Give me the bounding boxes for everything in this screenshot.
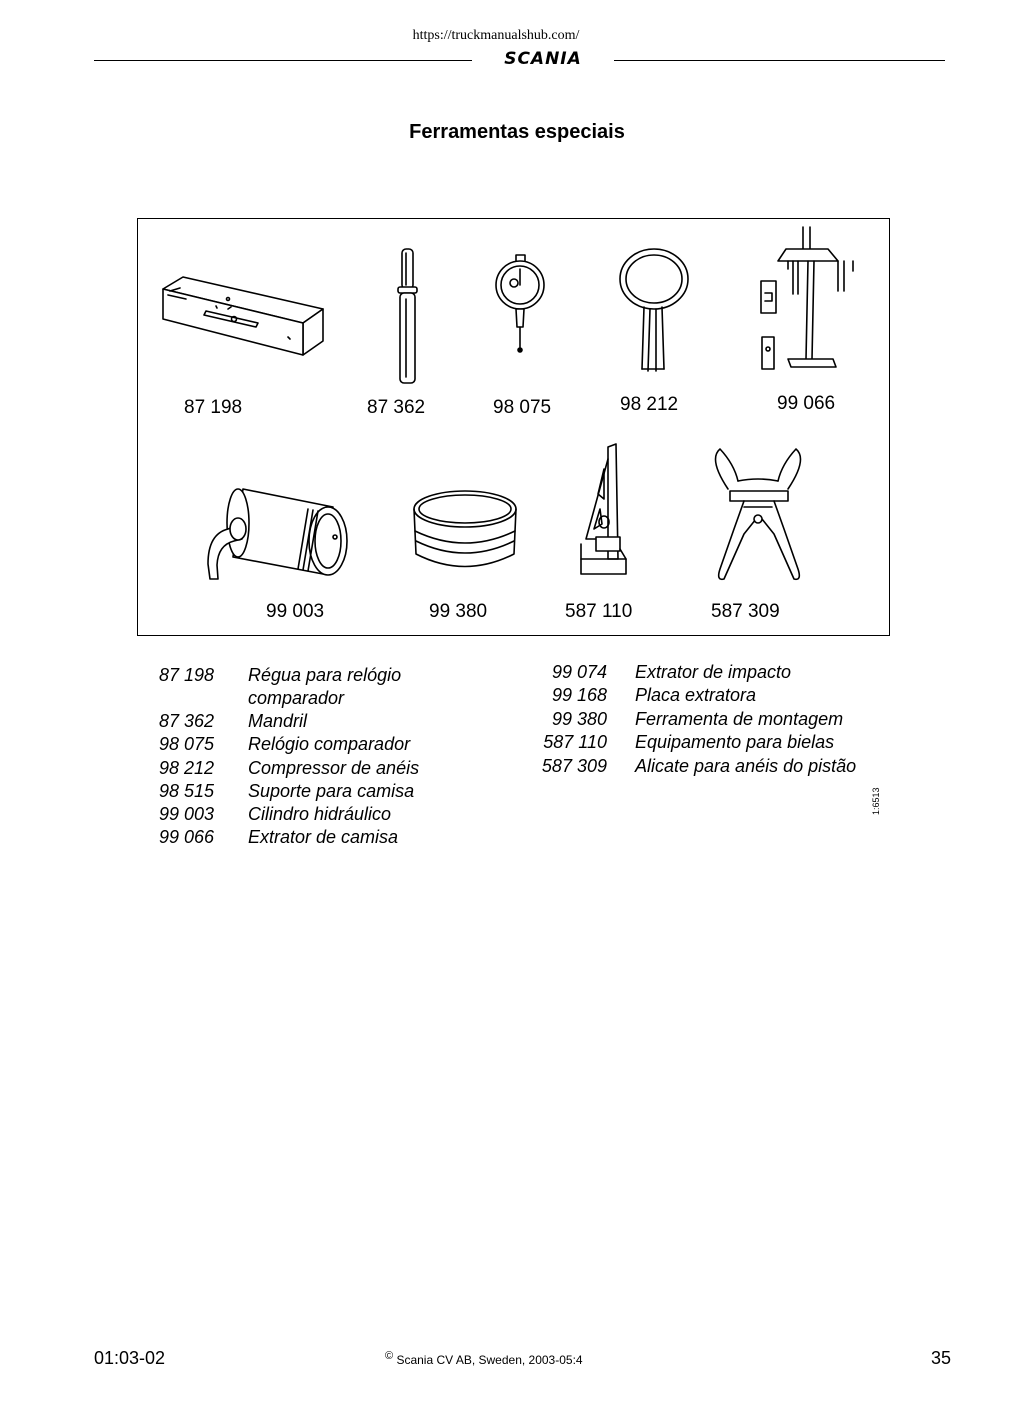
tool-description: Régua para relógio <box>248 665 402 685</box>
tool-number: 87 198 <box>159 665 215 685</box>
tool-description: Extrator de camisa <box>248 827 399 847</box>
figure-label-99380: 99 380 <box>429 601 488 622</box>
tool-number: 99 066 <box>159 827 215 847</box>
tool-number: 99 168 <box>551 685 607 705</box>
tool-description: Placa extratora <box>635 685 757 705</box>
footer-page-number: 35 <box>931 1348 952 1368</box>
header-url[interactable]: https://truckmanualshub.com/ <box>412 28 580 43</box>
tool-description: Mandril <box>248 711 308 731</box>
tool-description: Relógio comparador <box>248 734 411 754</box>
ring-pliers-illustration <box>716 449 801 579</box>
tool-description: Compressor de anéis <box>248 758 420 778</box>
conrod-fixture-illustration <box>581 444 626 574</box>
figure-label-87198: 87 198 <box>184 397 243 418</box>
tool-description-continued: comparador <box>248 688 345 708</box>
mounting-ring-illustration <box>414 491 516 567</box>
figure-label-98075: 98 075 <box>493 397 552 418</box>
tool-number: 587 309 <box>541 756 607 776</box>
figure-code: 1:6513 <box>871 787 881 815</box>
header-rule-right <box>614 60 945 61</box>
tool-number: 99 380 <box>551 709 607 729</box>
tool-number: 87 362 <box>159 711 215 731</box>
page-title: Ferramentas especiais <box>409 121 625 143</box>
tool-description: Ferramenta de montagem <box>635 709 844 729</box>
footer-section-code: 01:03-02 <box>94 1348 166 1368</box>
copyright-symbol: © <box>385 1350 394 1362</box>
figure-label-99066: 99 066 <box>777 393 836 414</box>
tool-number: 98 075 <box>159 734 215 754</box>
copyright-text: Scania CV AB, Sweden, 2003-05:4 <box>396 1353 583 1367</box>
ruler-block-illustration <box>163 277 323 355</box>
tool-number: 98 212 <box>159 758 215 778</box>
tool-description: Alicate para anéis do pistão <box>635 756 857 776</box>
mandrel-illustration <box>398 249 417 383</box>
figure-label-87362: 87 362 <box>367 397 426 418</box>
tool-number: 587 110 <box>543 732 607 752</box>
figure-label-587309: 587 309 <box>711 601 780 622</box>
tool-description: Extrator de impacto <box>635 662 792 682</box>
tool-description: Cilindro hidráulico <box>248 804 392 824</box>
ring-compressor-illustration <box>620 249 688 371</box>
liner-extractor-illustration <box>761 227 853 369</box>
tool-description: Equipamento para bielas <box>635 732 835 752</box>
figure-label-99003: 99 003 <box>266 601 325 622</box>
tool-number: 99 003 <box>159 804 215 824</box>
scania-logo: SCANIA <box>504 49 582 69</box>
figure-label-98212: 98 212 <box>620 394 679 415</box>
dial-gauge-illustration <box>496 255 544 352</box>
tool-description: Suporte para camisa <box>248 781 415 801</box>
figure-label-587110: 587 110 <box>565 601 633 622</box>
tool-number: 99 074 <box>551 662 607 682</box>
footer-copyright <box>385 1350 583 1367</box>
header-rule-left <box>94 60 472 61</box>
hydraulic-cylinder-illustration <box>208 489 347 579</box>
tool-number: 98 515 <box>159 781 215 801</box>
